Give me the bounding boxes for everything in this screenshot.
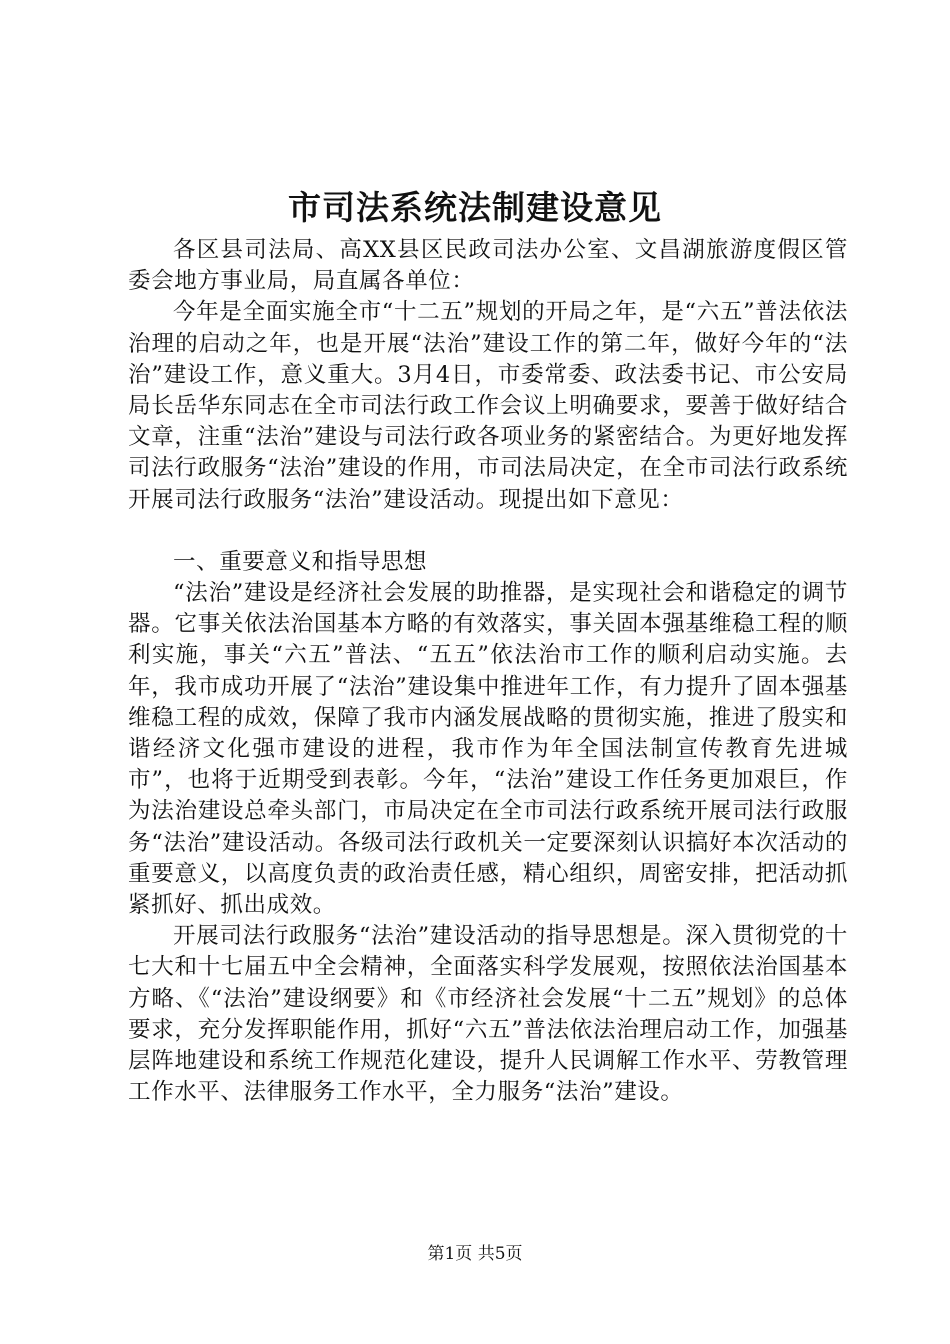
section-heading: 一、重要意义和指导思想 — [173, 548, 428, 575]
significance-paragraph: “法治”建设是经济社会发展的助推器，是实现社会和谐稳定的调节器。它事关依法治国基本方略的有效落实，事关固本强基维稳工程的顺利实施，事关“六五”普法、“五五”依法治市工作的顺利启动实施。去年，我市成功开展了“法治”建设集中推进年工作，有力提升了固本强基维稳工程的成效，保障了我市内涵发展战略的贯彻实施，推进了殷实和谐经济文化强市建设的进程，我市作为年全国法制宣传教育先进城市”，也将于近期受到表彰。今年，“法治”建设工作任务更加艰巨，作为法治建设总牵头部门，市局决定在全市司法行政系统开展司法行政服务“法治”建设活动。各级司法行政机关一定要深刻认识搞好本次活动的重要意义，以高度负责的政治责任感，精心组织，周密安排，把活动抓紧抓好、抓出成效。 — [128, 580, 848, 919]
intro-paragraph: 今年是全面实施全市“十二五”规划的开局之年，是“六五”普法依法治理的启动之年，也是开展“法治”建设工作的第二年，做好今年的“法治”建设工作，意义重大。3月4日，市委常委、政法委书记、市公安局局长岳华东同志在全市司法行政工作会议上明确要求，要善于做好结合文章，注重“法治”建设与司法行政各项业务的紧密结合。为更好地发挥司法行政服务“法治”建设的作用，市司法局决定，在全市司法行政系统开展司法行政服务“法治”建设活动。现提出如下意见： — [128, 299, 848, 513]
salutation-paragraph: 各区县司法局、高XX县区民政司法办公室、文昌湖旅游度假区管委会地方事业局，局直属各单位： — [128, 237, 848, 295]
document-body — [128, 235, 848, 1108]
guiding-ideology-paragraph: 开展司法行政服务“法治”建设活动的指导思想是。深入贯彻党的十七大和十七届五中全会精神，全面落实科学发展观，按照依法治国基本方略、《“法治”建设纲要》和《市经济社会发展“十二五”规划》的总体要求，充分发挥职能作用，抓好“六五”普法依法治理启动工作，加强基层阵地建设和系统工作规范化建设，提升人民调解工作水平、劳教管理工作水平、法律服务工作水平，全力服务“法治”建设。 — [128, 923, 848, 1106]
page-number-footer: 第1页 共5页 — [427, 1244, 523, 1264]
document-title: 市司法系统法制建设意见 — [288, 188, 662, 227]
